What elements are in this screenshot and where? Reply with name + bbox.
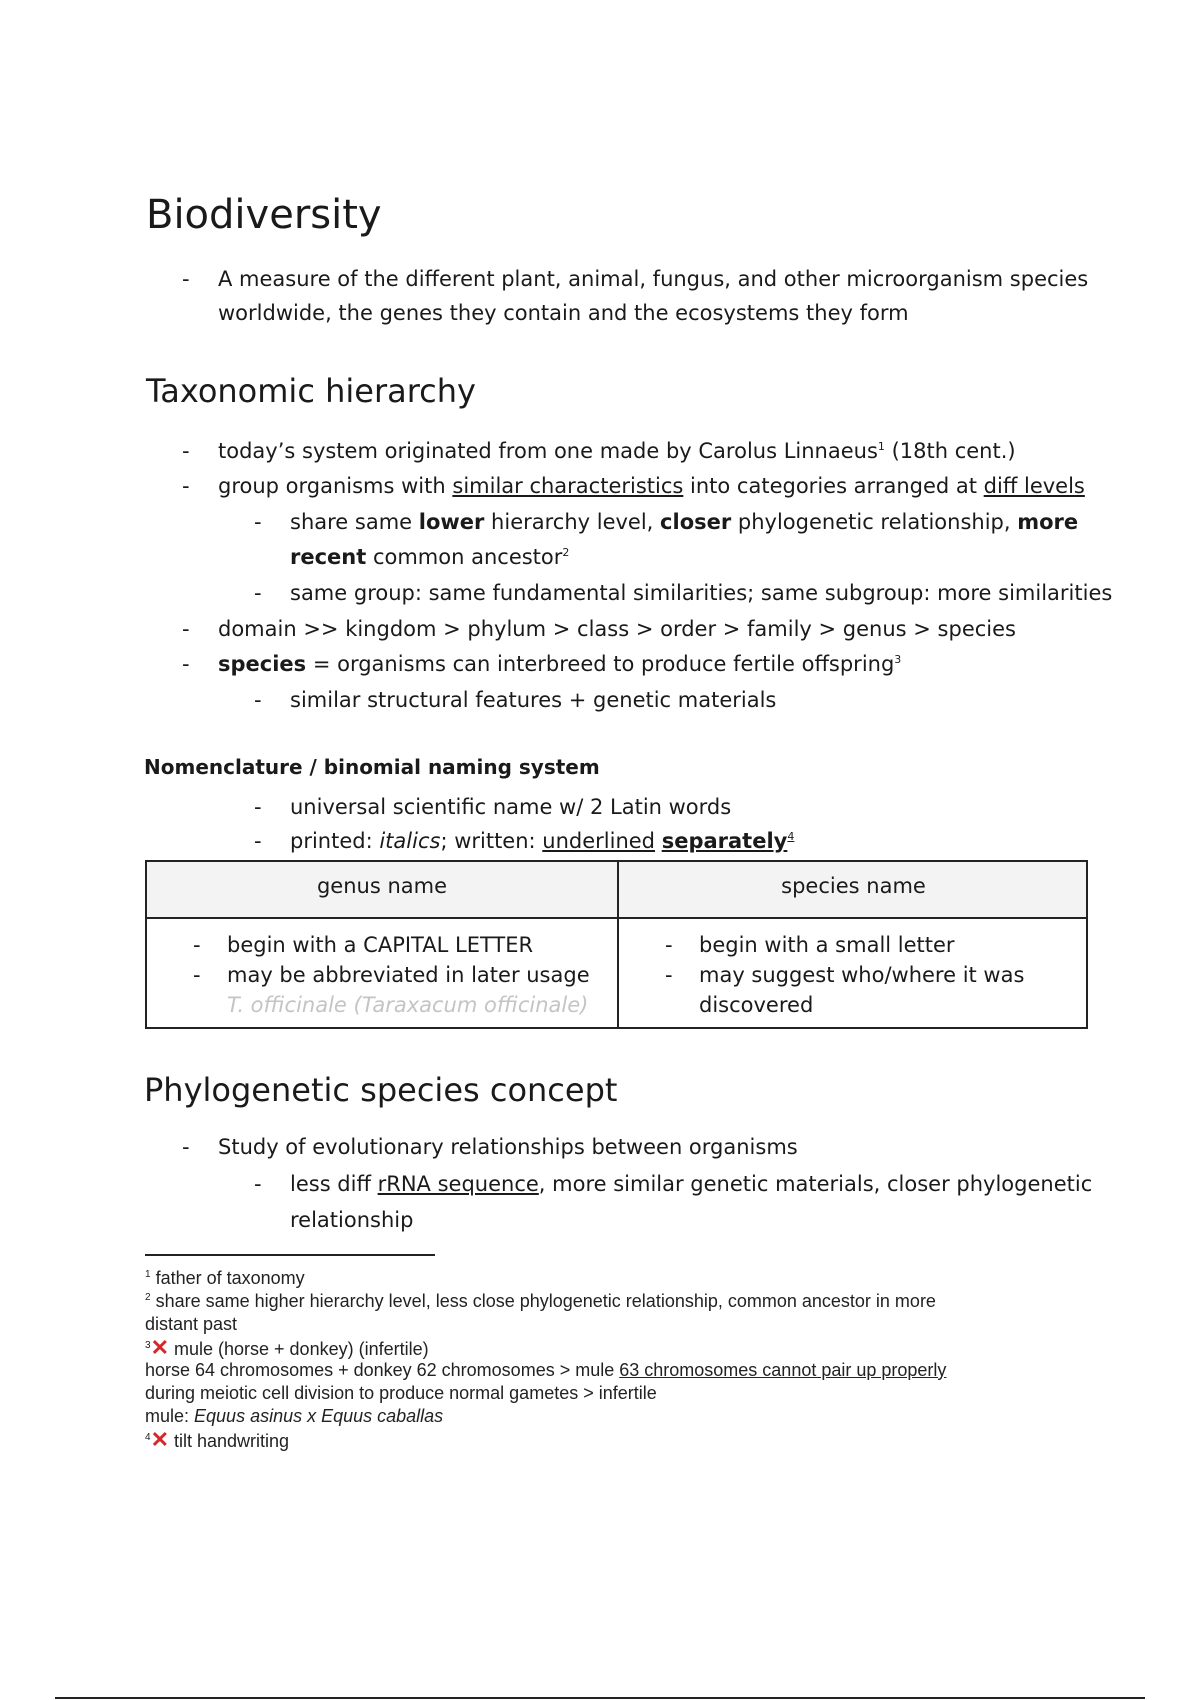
footnote-3-line-4: mule: Equus asinus x Equus caballas (145, 1406, 444, 1426)
cross-icon: ✕ (150, 1335, 169, 1360)
section-heading-phylogenetic: Phylogenetic species concept (144, 1071, 618, 1109)
bullet-dash: - (182, 474, 190, 498)
footnote-2: $^2$ share same higher hierarchy level, less close phylogenetic relationship, common ancestor in more (145, 1291, 936, 1311)
footnote-ref: 2 (562, 546, 570, 559)
list-item-continuation: recent common ancestor$^2$ (290, 545, 570, 569)
footnote-3-line-3: during meiotic cell division to produce normal gametes > infertile (145, 1383, 657, 1403)
table-cell-item: may be abbreviated in later usage (227, 963, 590, 987)
list-item: today’s system originated from one made by Carolus Linnaeus$^1$ (18th cent.) (218, 439, 1016, 463)
subheading-nomenclature: Nomenclature / binomial naming system (144, 755, 600, 779)
bullet-dash: - (254, 510, 262, 534)
list-item-continuation: relationship (290, 1208, 414, 1232)
bullet-dash: - (254, 1172, 262, 1196)
list-item: universal scientific name w/ 2 Latin words (290, 795, 732, 819)
section-heading-taxonomy: Taxonomic hierarchy (146, 372, 476, 410)
bullet-dash: - (182, 1135, 190, 1159)
list-item: less diff rRNA sequence, more similar genetic materials, closer phylogenetic (290, 1172, 1093, 1196)
bullet-dash: - (182, 439, 190, 463)
bullet-dash: - (254, 795, 262, 819)
definition-line-1: A measure of the different plant, animal, fungus, and other microorganism species (218, 267, 1089, 291)
table-cell-item: begin with a CAPITAL LETTER (227, 933, 534, 957)
bullet-dash: - (182, 617, 190, 641)
bullet-dash: - (182, 267, 190, 291)
bullet-dash: - (254, 688, 262, 712)
footnote-4: $^4$✕ tilt handwriting (145, 1427, 290, 1452)
bullet-dash: - (254, 829, 262, 853)
page-title: Biodiversity (146, 192, 382, 238)
bullet-dash: - (182, 652, 190, 676)
table-cell-item: may suggest who/where it was (699, 963, 1025, 987)
table-cell-item-continuation: discovered (699, 993, 814, 1017)
footnote-3: $^3$✕ mule (horse + donkey) (infertile) (145, 1335, 429, 1360)
naming-table (145, 860, 1088, 1029)
page-bottom-border (55, 1697, 1145, 1699)
list-item: domain >> kingdom > phylum > class > order > family > genus > species (218, 617, 1016, 641)
bullet-dash: - (193, 933, 201, 957)
bullet-dash: - (254, 581, 262, 605)
definition-line-2: worldwide, the genes they contain and the ecosystems they form (218, 301, 909, 325)
footnote-ref: 3 (894, 653, 902, 666)
footnote-ref: 4 (787, 830, 795, 843)
table-cell-item: begin with a small letter (699, 933, 955, 957)
list-item: share same lower hierarchy level, closer phylogenetic relationship, more (290, 510, 1079, 534)
list-item: similar structural features + genetic materials (290, 688, 777, 712)
footnote-separator (145, 1254, 435, 1256)
footnote-2-continuation: distant past (145, 1314, 238, 1334)
list-item: species = organisms can interbreed to produce fertile offspring$^3$ (218, 652, 902, 676)
bullet-dash: - (665, 933, 673, 957)
list-item: printed: italics; written: underlined separately$^4$ (290, 829, 795, 853)
table-cell-example: T. officinale (Taraxacum officinale) (227, 993, 589, 1017)
bullet-dash: - (665, 963, 673, 987)
cross-icon: ✕ (150, 1427, 169, 1452)
table-header-genus: genus name (316, 874, 448, 898)
list-item: group organisms with similar characteristics into categories arranged at diff levels (218, 474, 1085, 498)
list-item: same group: same fundamental similarities; same subgroup: more similarities (290, 581, 1113, 605)
table-header-species: species name (781, 874, 926, 898)
bullet-dash: - (193, 963, 201, 987)
list-item: Study of evolutionary relationships between organisms (218, 1135, 798, 1159)
footnote-3-line-2: horse 64 chromosomes + donkey 62 chromosomes > mule 63 chromosomes cannot pair up properly (145, 1360, 947, 1380)
footnote-ref: 1 (877, 440, 885, 453)
footnote-1: $^1$ father of taxonomy (145, 1268, 305, 1288)
